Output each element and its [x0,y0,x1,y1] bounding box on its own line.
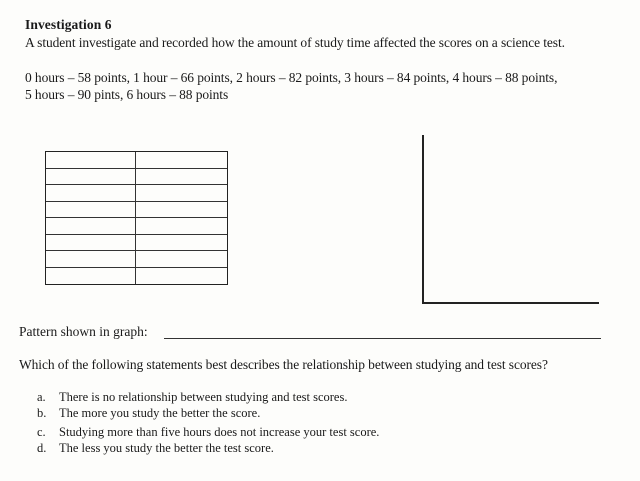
option-d[interactable] [37,441,274,456]
option-b[interactable] [37,406,260,421]
option-text: Studying more than five hours does not increase your test score. [59,425,380,439]
pattern-answer-line[interactable] [164,338,601,339]
table-cell[interactable] [46,152,136,169]
data-line-1: 0 hours – 58 points, 1 hour – 66 points, 2 hours – 82 points, 3 hours – 84 points, 4 hours – 88 points, [25,70,558,85]
option-text: The less you study the better the test score. [59,441,274,455]
investigation-heading: Investigation 6 [25,17,112,32]
table-cell[interactable] [136,152,227,169]
table-cell[interactable] [136,218,227,235]
table-cell[interactable] [136,235,227,252]
intro-text: A student investigate and recorded how the amount of study time affected the scores on a science test. [25,35,565,50]
data-line-2: 5 hours – 90 pints, 6 hours – 88 points [25,87,229,102]
table-cell[interactable] [46,218,136,235]
table-cell[interactable] [46,169,136,186]
pattern-label: Pattern shown in graph: [19,324,148,339]
option-text: The more you study the better the score. [59,406,261,420]
table-cell[interactable] [136,202,227,219]
table-cell[interactable] [136,251,227,268]
table-cell[interactable] [46,185,136,202]
option-text: There is no relationship between studying and test scores. [59,390,348,404]
table-cell[interactable] [46,251,136,268]
table-cell[interactable] [46,202,136,219]
table-cell[interactable] [46,235,136,252]
option-letter: a. [37,390,46,404]
blank-graph-y-axis [422,135,424,303]
blank-data-table [45,151,228,285]
table-cell[interactable] [136,169,227,186]
table-cell[interactable] [46,268,136,285]
blank-graph-x-axis [422,302,599,304]
option-letter: d. [37,441,47,455]
table-cell[interactable] [136,268,227,285]
question-text: Which of the following statements best describes the relationship between studying and test scores? [19,357,548,372]
option-a[interactable] [37,390,347,405]
table-cell[interactable] [136,185,227,202]
option-letter: c. [37,425,46,439]
option-c[interactable] [37,425,379,440]
option-letter: b. [37,406,47,420]
